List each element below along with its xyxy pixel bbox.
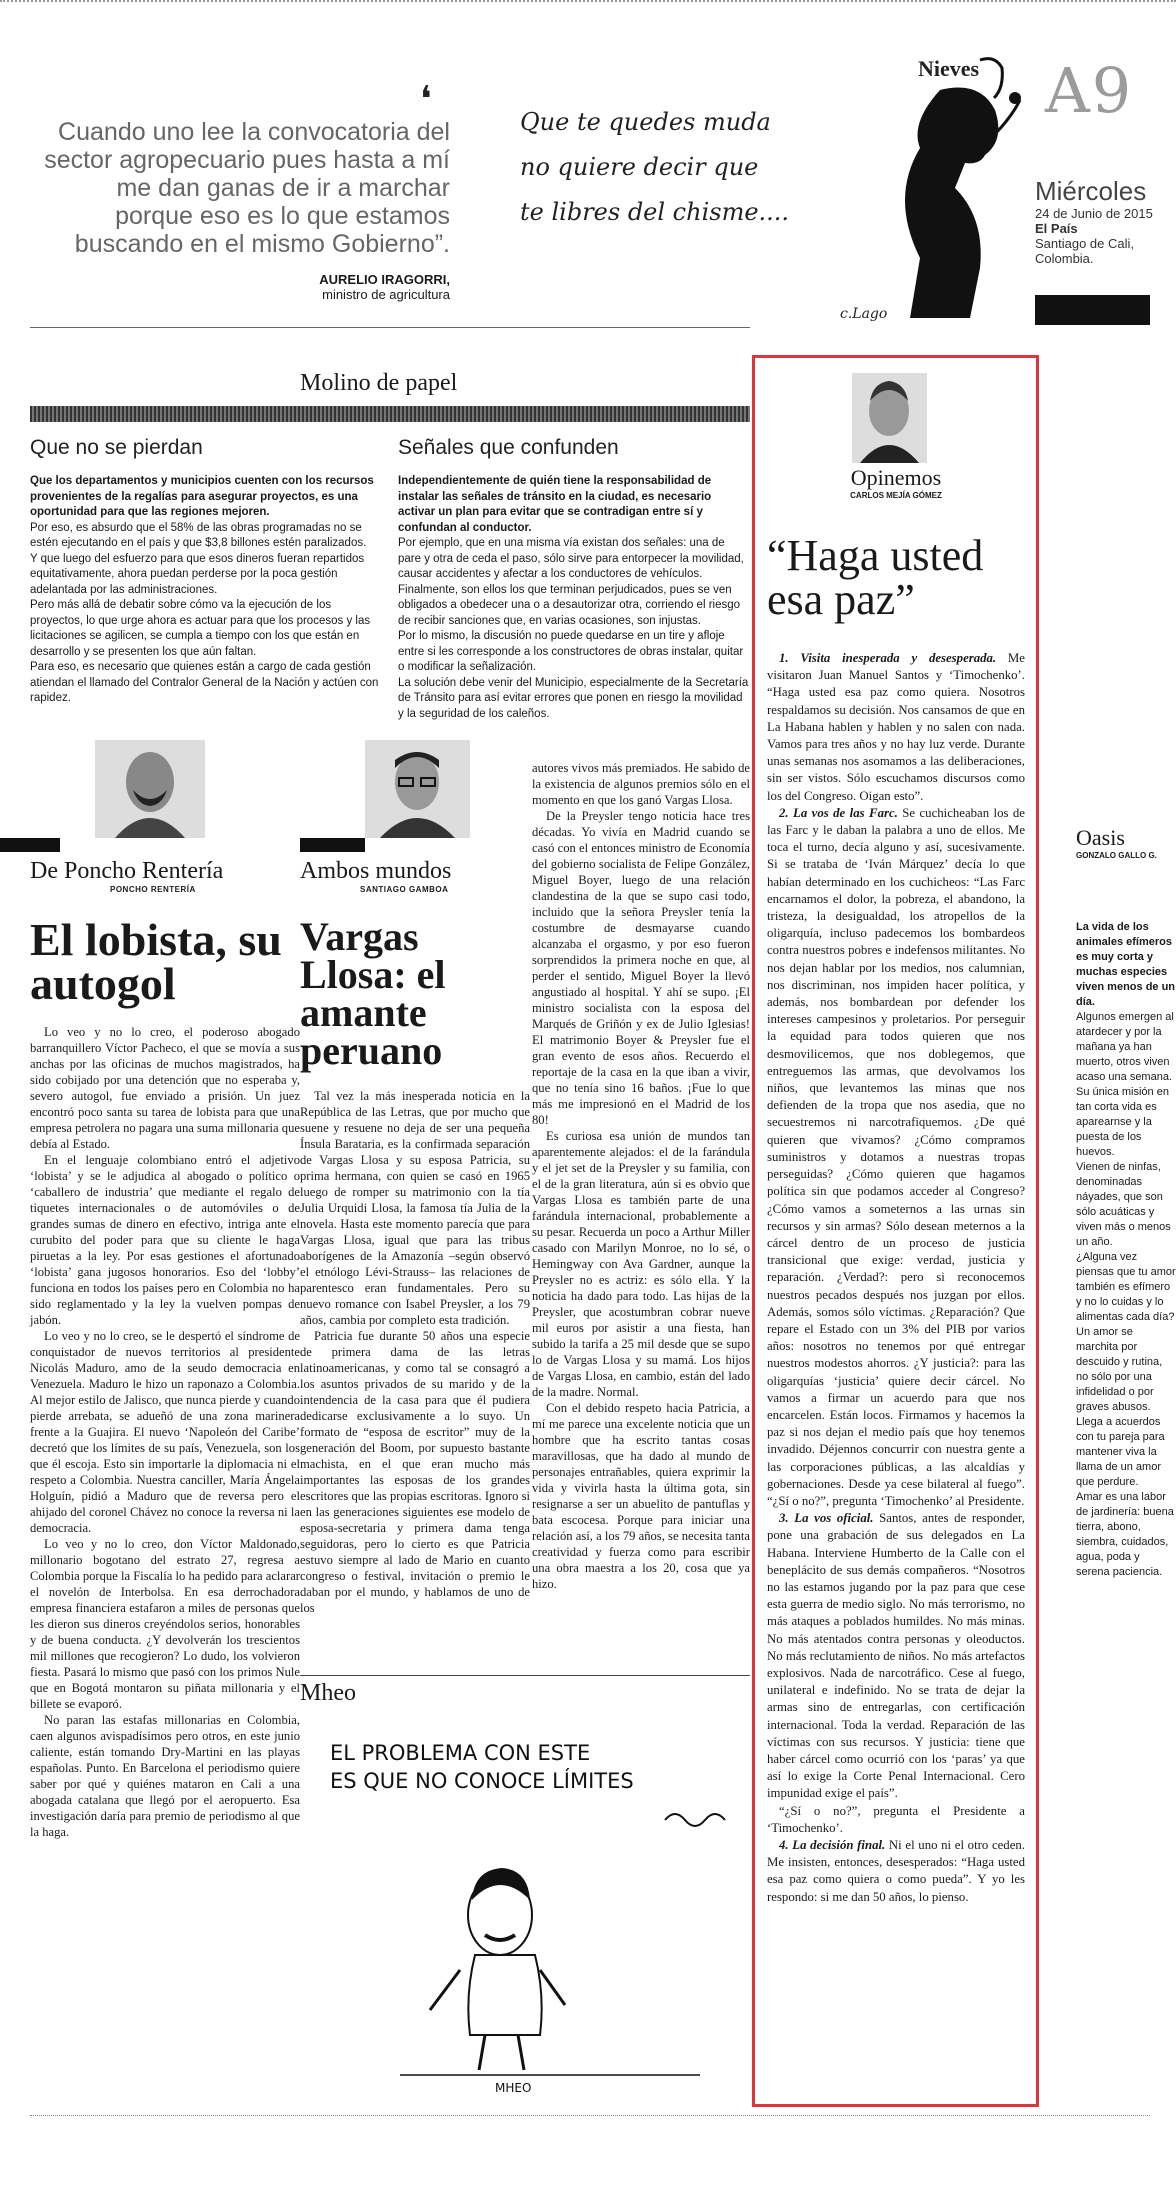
paragraph-text: Se cuchicheaban los de las Farc y le daban la palabra a uno de ellos. Me toca el turno, decía alguno y así, sucesivamente. Si se trataba de ‘Iván Márquez’ decía lo que habían determinado en los cuchicheos: “Las Farc encarnamos el dolor, la pobreza, el abandono, la tristeza, la desigualdad, los atropellos de la oligarquía, incluso padecemos los bombardeos contra nuestros pobres e indefensos militantes. No nos dejan hablar por los medios, nos calumnian, nos discriminan, nos impiden hacer política, y además, nos bombardean por defender los intereses campesinos y proletarios. Por perseguir la equidad para todos quieren que nos desmovilicemos, que nos doblegemos, que entreguemos las armas, que devolvamos los niños, que levantemos las minas que nos defienden de la tropa que nos asedia, que no secuestremos ni narcotrafiquemos. ¿De qué quieren que vivamos? ¿Cómo compramos suministros y dotamos a nuestras tropas perseguidas? ¿Cómo quieren que hagamos política sin que podamos acceder al Congreso? ¿Cómo vamos a someternos a las urnas sin recursos y sin armas? Sólo desean meternos a la cárcel dentro de un proceso de justicia transicional que exige: verdad, justicia y reparación. ¿Verdad?: pero si reconocemos nuestros pecados después nos juzgan por ellos. Además, somos sólo víctimas. ¿Reparación? Que repare el Estado con un 3% del PIB por varios años: nosotros no tenemos por qué entregar nuestros modestos ahorros. ¿Y justicia?: para las oligarquías ‘justicia’ quiere decir cárcel. No vamos a firmar un acuerdo para que nos encarcelen. Están locos. Firmamos y hacemos la paz si nos dejan el medio país que hoy tenemos invadido. Déjennos concurrir con nuestra gente a las corporaciones públicas, a las alcaldías y gobernaciones. Desde ya cese bilateral al fuego”. “¿Sí o no?”, pregunta ‘Timochenko’ al Presidente.: [767, 805, 1025, 1508]
divider: [300, 1675, 750, 1676]
nieves-cartoon: [510, 50, 1030, 330]
quote-author: AURELIO IRAGORRI,: [319, 272, 450, 287]
body-paragraph: No paran las estafas millonarias en Colombia, caen algunos avispadísimos pero otros, en este junio caliente, están tomando Dry-Martini en las playas españolas. Punto. En Barcelona el periodismo quiere saber por qué y quiénes mataron en Cali a una abogada catalana que llegó por el aeropuerto. Esa investigación daría para premio de periodismo al que la haga.: [30, 1713, 300, 1839]
editorial-paragraph: Por lo mismo, la discusión no puede quedarse en un tire y afloje entre si les corresponde a los constructores de obras instalar, quitar o modificar la señalización.: [398, 630, 744, 673]
oasis-paragraph: Llega a acuerdos con tu pareja para mantener viva la llama de un amor que perdure.: [1076, 1416, 1165, 1488]
cartoon-caption-2: ES QUE NO CONOCE LÍMITES: [330, 1769, 634, 1793]
paragraph-text: “¿Sí o no?”, pregunta el Presidente a ‘Timochenko’.: [767, 1803, 1025, 1835]
editorial-paragraph: Para eso, es necesario que quienes están a cargo de cada gestión atiendan el llamado del Contralor General de la Nación y actúen con rapidez.: [30, 661, 379, 704]
editorial-paragraph: La solución debe venir del Municipio, especialmente de la Secretaría de Tránsito para así evitar errores que ponen en riesgo la movilidad y la seguridad de los caleños.: [398, 676, 749, 720]
cartoon-line-1: Que te quedes muda: [520, 108, 771, 136]
editorial-paragraph: Por eso, es absurdo que el 58% de las obras programadas no se estén ejecutando en el país y que $3,8 billones estén paralizados.: [30, 521, 367, 549]
column-byline: GONZALO GALLO G.: [1076, 851, 1157, 860]
page-number: A9: [1045, 54, 1134, 127]
paper-name: El País: [1035, 221, 1078, 236]
editorial-lead: Independientemente de quién tiene la responsabilidad de instalar las señales de tránsito en la ciudad, es necesario activar un plan para evitar que se contradigan entre sí y confundan al conductor.: [398, 475, 712, 534]
quote-text: Cuando uno lee la convocatoria del sector agropecuario pues hasta a mí me dan ganas de ir a marchar porque eso es lo que estamos buscando en el mismo Gobierno”.: [44, 118, 450, 258]
column-renteria: [30, 740, 300, 1840]
oasis-paragraph: Vienen de ninfas, denominadas náyades, que son sólo acuáticas y viven más o menos un año.: [1076, 1161, 1171, 1248]
body-paragraph: En el lenguaje colombiano entró el adjetivo ‘lobista’ y se le adjudica al abogado o político o ‘caballero de industria’ que mediante el regalo de tiquetes internacionales o de automóviles o de grandes sumas de dinero en efectivo, intriga ante el curubito del poder para que su cliente le haga piruetas a la ley. Por esas gestiones el afortunado ‘lobista’ gana jugosos honorarios. Eso del ‘lobby’ funciona en todos los países pero en Colombia no ha sido reglamentado y la ley la vuelven pompas de jabón.: [30, 1153, 300, 1327]
author-photo: [95, 740, 205, 838]
bottom-border: [30, 2115, 1150, 2117]
column-byline: SANTIAGO GAMBOA: [360, 885, 449, 894]
cartoon-signature: c.Lago: [840, 306, 888, 322]
date-bar: [1035, 295, 1150, 325]
column-name: Oasis: [1076, 825, 1125, 850]
column-gamboa: [300, 740, 530, 1616]
editorial-lead: Que los departamentos y municipios cuenten con los recursos provenientes de la regalías para asegurar proyectos, es una oportunidad para que las regiones mejoren.: [30, 475, 374, 518]
editorial-heading: Que no se pierdan: [30, 436, 203, 459]
date-full: 24 de Junio de 2015: [1035, 206, 1153, 221]
column-byline: PONCHO RENTERÍA: [110, 885, 196, 894]
body-paragraph: [767, 1510, 1025, 1802]
date-block: [1035, 176, 1165, 266]
headline: El lobista, su autogol: [30, 914, 282, 1009]
column-gamboa-continued: [532, 760, 750, 1592]
column-name: Opinemos: [850, 465, 942, 490]
body-paragraph: De la Preysler tengo noticia hace tres décadas. Yo vivía en Madrid cuando se casó con el entonces ministro de Economía del gobierno socialista de Felipe González, Miguel Boyer, luego de una relación clandestina de la que se supo casi todo, incluido que la señora Preysler tenía la costumbre de desmayarse cuando alcanzaba el orgasmo, y por eso fueron sorprendidos la primera noche en que, al perder el sentido, Miguel Boyer la llevó angustiado al hospital. Y ahí se supo. ¡El ministro socialista con la esposa del Marqués de Griñón y ex de Julio Iglesias! El matrimonio Boyer & Preysler fue el gran evento de esos años. Recuerdo el reportaje de la casa en la que iban a vivir, que no tenía sino 16 baños. ¡Fue lo que más me impresionó en el Madrid de los 80!: [532, 809, 750, 1127]
paragraph-lead: 3. La vos oficial.: [779, 1511, 874, 1526]
cartoon-line-2: no quiere decir que: [520, 153, 759, 181]
column-name: Ambos mundos: [300, 858, 452, 884]
editorial-paragraph: Pero más allá de debatir sobre cómo va la ejecución de los proyectos, lo que urge ahora es actuar para que los procesos y las licitaciones se agilicen, se cumpla a tiempo con los que están en desarrollo y se presenten los que aún faltan.: [30, 599, 371, 658]
editorial-paragraph: Y que luego del esfuerzo para que esos dineros fueran repartidos equitativamente, ahora puedan perderse por la poca gestión adelantada por las administraciones.: [30, 552, 365, 596]
oasis-lead: La vida de los animales efímeros es muy corta y muchas especies viven menos de un día.: [1076, 921, 1176, 1008]
body-paragraph: Tal vez la más inesperada noticia en la República de las Letras, que por mucho que suene y resuene no deja de ser una pequeña Ínsula Barataria, es la confirmada separación de Vargas Llosa y su esposa Patricia, su prima hermana, con quien se casó en 1965 luego de romper su matrimonio con la tía Julia Urquidi Llosa, la famosa tía Julia de la novela. Hasta este momento parecía que para Vargas Llosa, igual que para las tribus aborígenes de la Amazonía –según observó el etnólogo Lévi-Strauss– las relaciones de parentesco eran fundamentales. Pero su nuevo romance con Isabel Preysler, a los 79 años, cambia por completo esta tradición.: [300, 1089, 530, 1327]
pull-quote: [40, 79, 450, 302]
cartoon-signature: MHEO: [495, 2081, 532, 2095]
cartoon-section-label: Mheo: [300, 1680, 356, 1706]
oasis-paragraph: Su única misión en tan corta vida es aparearnse y la puesta de los huevos.: [1076, 1086, 1169, 1158]
editorial-paragraph: Finalmente, son ellos los que terminan perjudicados, pues se ven obligados a obedecer una o a desautorizar otra, corriendo el riesgo de recibir sanciones que, en varias ocasiones, son injustas.: [398, 583, 741, 627]
date-weekday: Miércoles: [1035, 176, 1147, 206]
body-paragraph: autores vivos más premiados. He sabido de la existencia de algunos premios sólo en el momento en que los ganó Vargas Llosa.: [532, 761, 750, 807]
column-name: De Poncho Rentería: [30, 858, 224, 884]
cartoon-caption-1: EL PROBLEMA CON ESTE: [330, 1741, 591, 1765]
paragraph-text: Me visitaron Juan Manuel Santos y ‘Timochenko’. “Haga usted esa paz como quiera. Nosotros respaldamos su decisión. Nos cansamos de que en La Habana hablen y hablen y no salen con nada. Vamos para tres años y no hay luz verde. Durante unas semanas nos asomamos a las deliberaciones, sin ser vistos. Sólo escuchamos discursos como los del Congreso. Oigan esto”.: [767, 651, 1025, 803]
body-paragraph: [767, 1803, 1025, 1837]
body-paragraph: Lo veo y no lo creo, el poderoso abogado barranquillero Víctor Pacheco, el que se movía a sus anchas por las oficinas de muchos magistrados, ha sido cobijado por una detención que no esperaba y, severo autogol, fue enviado a prisión. Un juez encontró poco santa su tarea de lobista para que una empresa petrolera no pagara una suma millonaria que debía al Estado.: [30, 1025, 300, 1151]
paragraph-text: Ni el uno ni el otro ceden. Me insisten, entonces, desesperados: “Haga usted esa paz como quiera o como pueda”. Y yo les respondo: si me dan 50 años, lo pienso.: [767, 1838, 1025, 1904]
oasis-column: [1076, 825, 1176, 1580]
editorial-left: [30, 436, 380, 707]
body-paragraph: [767, 1837, 1025, 1906]
oasis-paragraph: Un amor se marchita por descuido y rutina, no sólo por una infidelidad o por graves abusos.: [1076, 1326, 1163, 1413]
top-border: [0, 0, 1176, 8]
opinion-column-box: [752, 355, 1039, 2107]
paragraph-text: Santos, antes de responder, pone una grabación de sus delegados en La Habana. Interviene Humberto de la Calle con el beneplácito de sus demás compañeros. “Nosotros no las estamos jugando por la paz para que cese esta guerra de medio siglo. No más terrorismo, no más ataques a poblados humildes. No más minas. No más atentados contra personas y oleoductos. No más reclutamiento de niños. No más artefactos explosivos. Nada de narcotráfico. Cese al fuego, unilateral e indefinido. No se trata de dejar la armas sino de entregarlas, con certificación internacional. Toda la verdad. Reparación de las víctimas con sus recursos. Y justicia: tiene que haber cárcel como ocurrió con los ‘paras’ ya que así lo exige la Corte Penal Internacional. Cero impunidad exige el país”.: [767, 1511, 1025, 1801]
city: Santiago de Cali, Colombia.: [1035, 236, 1135, 266]
paragraph-lead: 1. Visita inesperada y desesperada.: [779, 651, 997, 665]
mheo-cartoon: [300, 1720, 750, 2100]
body-paragraph: [767, 805, 1025, 1510]
body-paragraph: Lo veo y no lo creo, se le despertó el síndrome de conquistador de nuevos territorios al presidente Nicolás Maduro, amo de la seudo democracia en Venezuela. Maduro le hizo un raponazo a Colombia. Al mejor estilo de Jalisco, que nunca pierde y cuando pierde arrebata, se adueñó de una zona marinera frente a la Guajira. El nuevo ‘Napoleón del Caribe’ decretó que los límites de su país, Venezuela, son los que él escoja. Esto sin importarle la diplomacia ni el respeto a Colombia. Nuestra canciller, María Ángela Holguín, pidió a Maduro que de reversa pero el ahijado del coronel Chávez no conoce la reversa ni la democracia.: [30, 1329, 300, 1535]
oasis-paragraph: Amar es una labor de jardinería: buena tierra, abono, siembra, cuidados, agua, poda y serena paciencia.: [1076, 1491, 1174, 1578]
body-paragraph: Con el debido respeto hacia Patricia, a mí me parece una excelente noticia que un hombre que ha escrito tantas cosas maravillosas, que ha dado al mundo de personajes entrañables, quiera exprimir la vida y vivirla hasta la última gota, sin resignarse a ser un abuelito de pantuflas y bata escocesa. Porque para iniciar una relación así, a los 79 años, se necesita tanta creatividad y fuerza como para escribir una obra maestra a los 20, cosa que ya hizo.: [532, 1401, 750, 1591]
section-title: Molino de papel: [300, 370, 458, 396]
cartoon-line-3: te libres del chisme....: [520, 198, 790, 226]
author-photo: [365, 740, 470, 838]
quote-mark-icon: ❛: [420, 79, 432, 119]
cartoon-label: Nieves: [918, 56, 980, 81]
section-bar: [30, 406, 750, 422]
body-paragraph: Es curiosa esa unión de mundos tan aparentemente alejados: el de la farándula y el jet set de la Preysler y su familia, con el de la gran literatura, aún si es obvio que Vargas Llosa es también parte de una farándula internacional, probablemente a su pesar. Recuerda un poco a Arthur Miller casado con Marilyn Monroe, no lo sé, o Hemingway con Ava Gardner, aunque la Preysler no es actriz: es sólo ella. Y la noticia ha dado para todo. Las hijas de la Preysler, que acostumbran cobrar nueve mil euros por asistir a una fiesta, han subido la tarifa a 25 mil desde que se supo lo de Vargas Llosa y su mamá. Los hijos de Vargas Llosa, en cambio, están del lado de la madre. Normal.: [532, 1129, 750, 1399]
body-paragraph: [767, 650, 1025, 805]
quote-role: ministro de agricultura: [322, 287, 450, 302]
editorial-heading: Señales que confunden: [398, 436, 619, 459]
author-photo: [852, 373, 927, 463]
oasis-paragraph: Algunos emergen al atardecer y por la mañana ya han muerto, otros viven acaso una semana.: [1076, 1011, 1174, 1083]
editorial-right: [398, 436, 750, 722]
headline: “Haga usted esa paz”: [767, 531, 984, 624]
editorial-paragraph: Por ejemplo, que en una misma vía existan dos señales: una de pare y otra de ceda el paso, sólo sirve para entorpecer la movilidad, causar accidentes y afectar a los conductores de vehículos.: [398, 537, 744, 580]
body-paragraph: Lo veo y no lo creo, don Víctor Maldonado, millonario bogotano del estrato 27, regresa a Colombia porque la Fiscalía lo ha pedido para aclarar el novelón de Interbolsa. En esa derrochadora empresa financiera estafaron a miles de personas que les dieron sus dineros creyéndolos serios, honorables y de buena conducta. ¿Y devolverán los trescientos mil millones que recogieron? Lo dudo, los volvieron fiesta. Pasará lo mismo que pasó con los primos Nule que en Bogotá montaron su piñata millonaria y el billete se evaporó.: [30, 1537, 300, 1711]
oasis-paragraph: ¿Alguna vez piensas que tu amor también es efímero y no lo cuidas y lo alimentas cada día?: [1076, 1251, 1176, 1323]
headline: Vargas Llosa: el amante peruano: [300, 914, 446, 1073]
divider: [30, 327, 750, 328]
paragraph-lead: 4. La decisión final.: [779, 1838, 886, 1853]
paragraph-lead: 2. La vos de las Farc.: [779, 805, 898, 820]
column-byline: CARLOS MEJÍA GÓMEZ: [850, 491, 942, 500]
body-paragraph: Patricia fue durante 50 años una especie de primera dama de las letras latinoamericanas, y como tal se consagró a los asuntos privados de su marido y de la intendencia de la casa para que él pudiera dedicarse exclusivamente a lo suyo. Un formato de “esposa de escritor” muy de la generación del Boom, por supuesto bastante machista, en el que eran mucho más importantes las esposas de los grandes escritores que las propias escritoras. Ignoro si en las generaciones siguientes ese modelo de esposa-secretaria y primera dama tenga seguidoras, pero lo cierto es que Patricia estuvo siempre al lado de Mario en cuanto congreso o festival, invitación o premio le daban por el mundo, y hablamos de uno de los: [300, 1329, 530, 1615]
